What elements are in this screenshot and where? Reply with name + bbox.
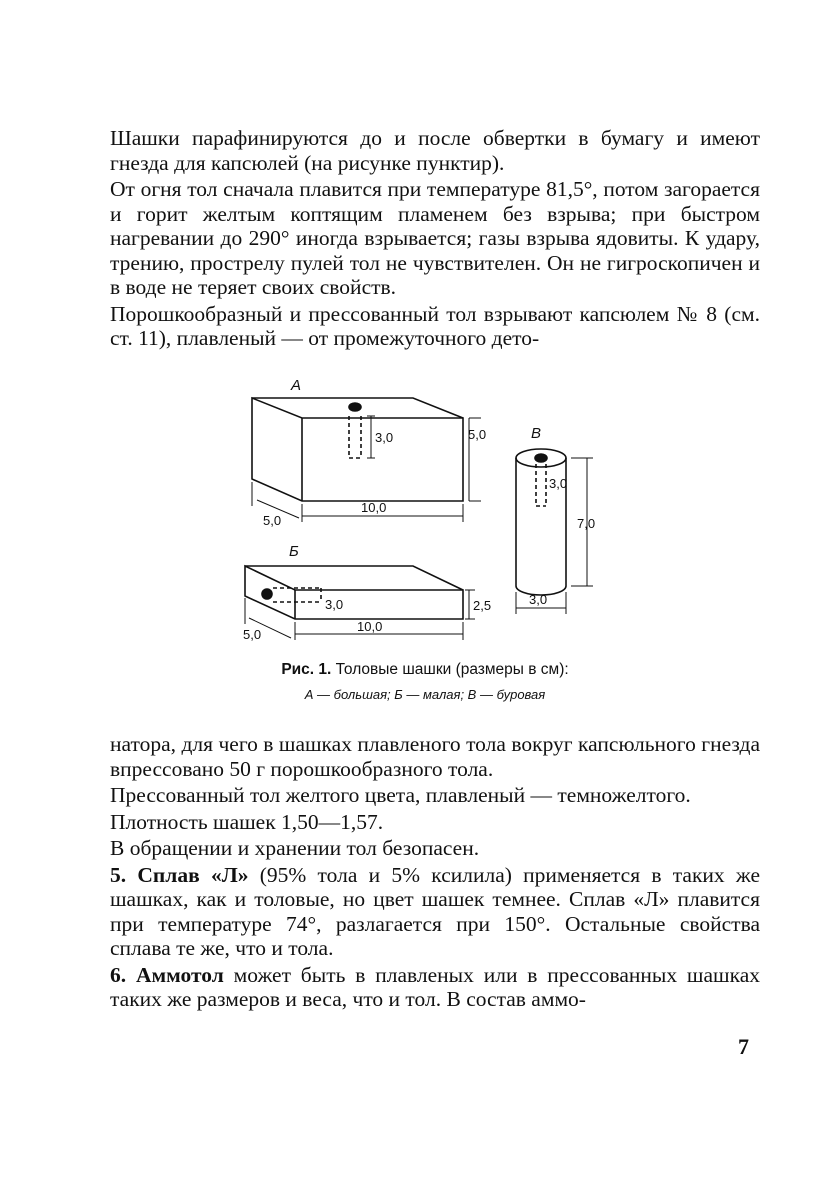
- block-b-letter: Б: [289, 543, 299, 560]
- block-a-length-dim: 10,0: [361, 500, 387, 515]
- figure-caption: [200, 660, 650, 704]
- figure-tnt-blocks: [225, 376, 625, 656]
- page-number: 7: [738, 1034, 749, 1059]
- block-a-letter: А: [291, 377, 302, 394]
- block-v-height-dim: 7,0: [577, 516, 596, 531]
- block-v-hole-dim: 3,0: [549, 476, 568, 491]
- top-text: [110, 126, 760, 351]
- paragraph-safety: В обращении и хранении тол безопасен.: [110, 836, 480, 860]
- block-v-diameter-dim: 3,0: [529, 592, 548, 607]
- paragraph-wrapping: Шашки парафинируются до и после обвертки в бумагу и имеют гнезда для капсюлей (на рисунке пунктир).: [110, 126, 760, 175]
- alloy-l-heading: 5. Сплав «Л»: [110, 862, 249, 887]
- paragraph-alloy-l: [110, 863, 760, 961]
- caption-prefix: Рис. 1.: [281, 661, 332, 678]
- alloy-l-text: (95% тола и 5% ксилила) применяется в таких же шашках, как и толовые, но цвет шашек темнее. Сплав «Л» плавится при температуре 74°, разлагается при 150°. Остальные свойства сплава те же, что и тола.: [110, 862, 760, 960]
- paragraph-fire-properties: От огня тол сначала плавится при температуре 81,5°, потом загорается и горит желтым коптящим пламенем без взрыва; при быстром нагревании до 290° иногда взрывается; газы взрыва ядовиты. К удару, трению, прострелу пулей тол не чувствителен. Он не гигроскопичен и в воде не теряет своих свойств.: [110, 177, 760, 299]
- paragraph-detonation: Порошкообразный и прессованный тол взрывают капсюлем № 8 (см. ст. 11), плавленый — от промежуточного дето-: [110, 301, 760, 350]
- block-a-height-dim: 5,0: [468, 427, 487, 442]
- block-b-hole-dim: 3,0: [325, 597, 344, 612]
- block-b-height-dim: 2,5: [473, 598, 492, 613]
- block-v-drawing: [516, 449, 596, 614]
- paragraph-color: Прессованный тол желтого цвета, плавленый — темножелтого.: [110, 783, 691, 807]
- paragraph-detonator: натора, для чего в шашках плавленого тола вокруг капсюльного гнезда впрессовано 50 г порошкообразного тола.: [110, 732, 760, 781]
- caption-legend: А — большая; Б — малая; В — буровая: [304, 687, 546, 702]
- paragraph-ammotol: [110, 963, 760, 1012]
- caption-title: Толовые шашки (размеры в см):: [335, 661, 569, 678]
- bottom-text: [110, 732, 760, 1012]
- block-b-length-dim: 10,0: [357, 619, 383, 634]
- block-a-hole-dim: 3,0: [375, 430, 394, 445]
- block-b-width-dim: 5,0: [243, 627, 262, 642]
- ammotol-heading: 6. Аммотол: [110, 962, 224, 987]
- paragraph-density: Плотность шашек 1,50—1,57.: [110, 809, 384, 834]
- block-a-width-dim: 5,0: [263, 513, 282, 528]
- block-v-letter: В: [531, 425, 542, 442]
- tnt-blocks-drawing: [225, 376, 625, 656]
- caption-title-line: [200, 660, 650, 680]
- ammotol-text: может быть в плавленых или в прессованных шашках таких же размеров и веса, что и тол. В состав аммо-: [110, 962, 760, 1011]
